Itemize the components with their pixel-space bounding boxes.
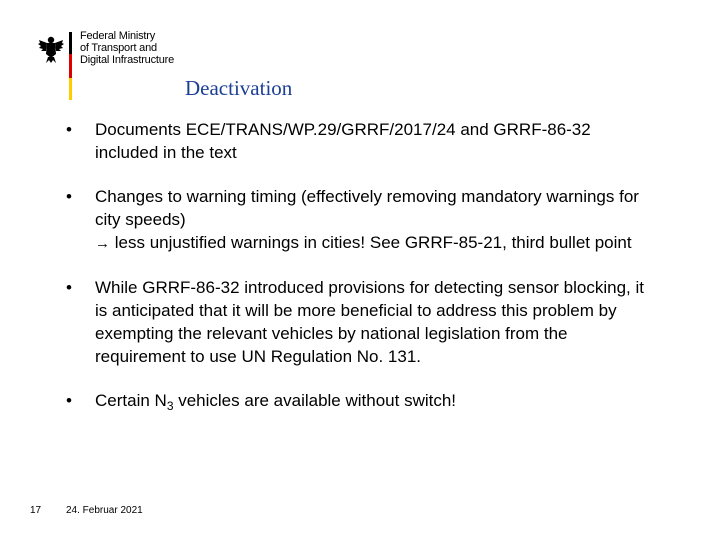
- ministry-logo: [38, 30, 178, 100]
- slide-title: Deactivation: [185, 76, 293, 100]
- bullet-text: Documents ECE/TRANS/WP.29/GRRF/2017/24 and GRRF-86-32 included in the text: [95, 120, 591, 162]
- bullet-text: While GRRF-86-32 introduced provisions for detecting sensor blocking, it is anticipated that it will be more beneficial to address this problem by exempting the relevant vehicles by national legislation from the requirement to use UN Regulation No. 131.: [95, 278, 644, 366]
- bullet-item: [66, 185, 656, 255]
- bullet-text: Certain N: [95, 391, 167, 410]
- ministry-line: Federal Ministry: [80, 30, 156, 42]
- bullet-marker: •: [66, 187, 72, 206]
- bullet-marker: •: [66, 120, 72, 139]
- ministry-line: of Transport and: [80, 42, 157, 54]
- arrow-icon: →: [95, 235, 110, 252]
- page-number: 17: [30, 505, 42, 516]
- flag-gold: [69, 78, 72, 100]
- bullet-text: less unjustified warnings in cities! See GRRF-85-21, third bullet point: [114, 233, 632, 252]
- ministry-line: Digital Infrastructure: [80, 54, 175, 66]
- flag-red: [69, 54, 72, 77]
- bullet-item: [66, 118, 656, 164]
- bullet-list: [66, 118, 656, 412]
- bullet-marker: •: [66, 278, 72, 297]
- ministry-name: [80, 30, 174, 66]
- flag-stripe: [69, 32, 72, 100]
- federal-eagle-icon: [38, 34, 64, 64]
- bullet-text: vehicles are available without switch!: [173, 391, 457, 410]
- bullet-item: [66, 389, 656, 412]
- bullet-subscript: 3: [166, 399, 174, 413]
- bullet-text: Changes to warning timing (effectively removing mandatory warnings for city speeds): [95, 187, 639, 229]
- footer-date: 24. Februar 2021: [66, 505, 143, 516]
- bullet-item: [66, 276, 656, 368]
- flag-black: [69, 32, 72, 54]
- bullet-marker: •: [66, 391, 72, 410]
